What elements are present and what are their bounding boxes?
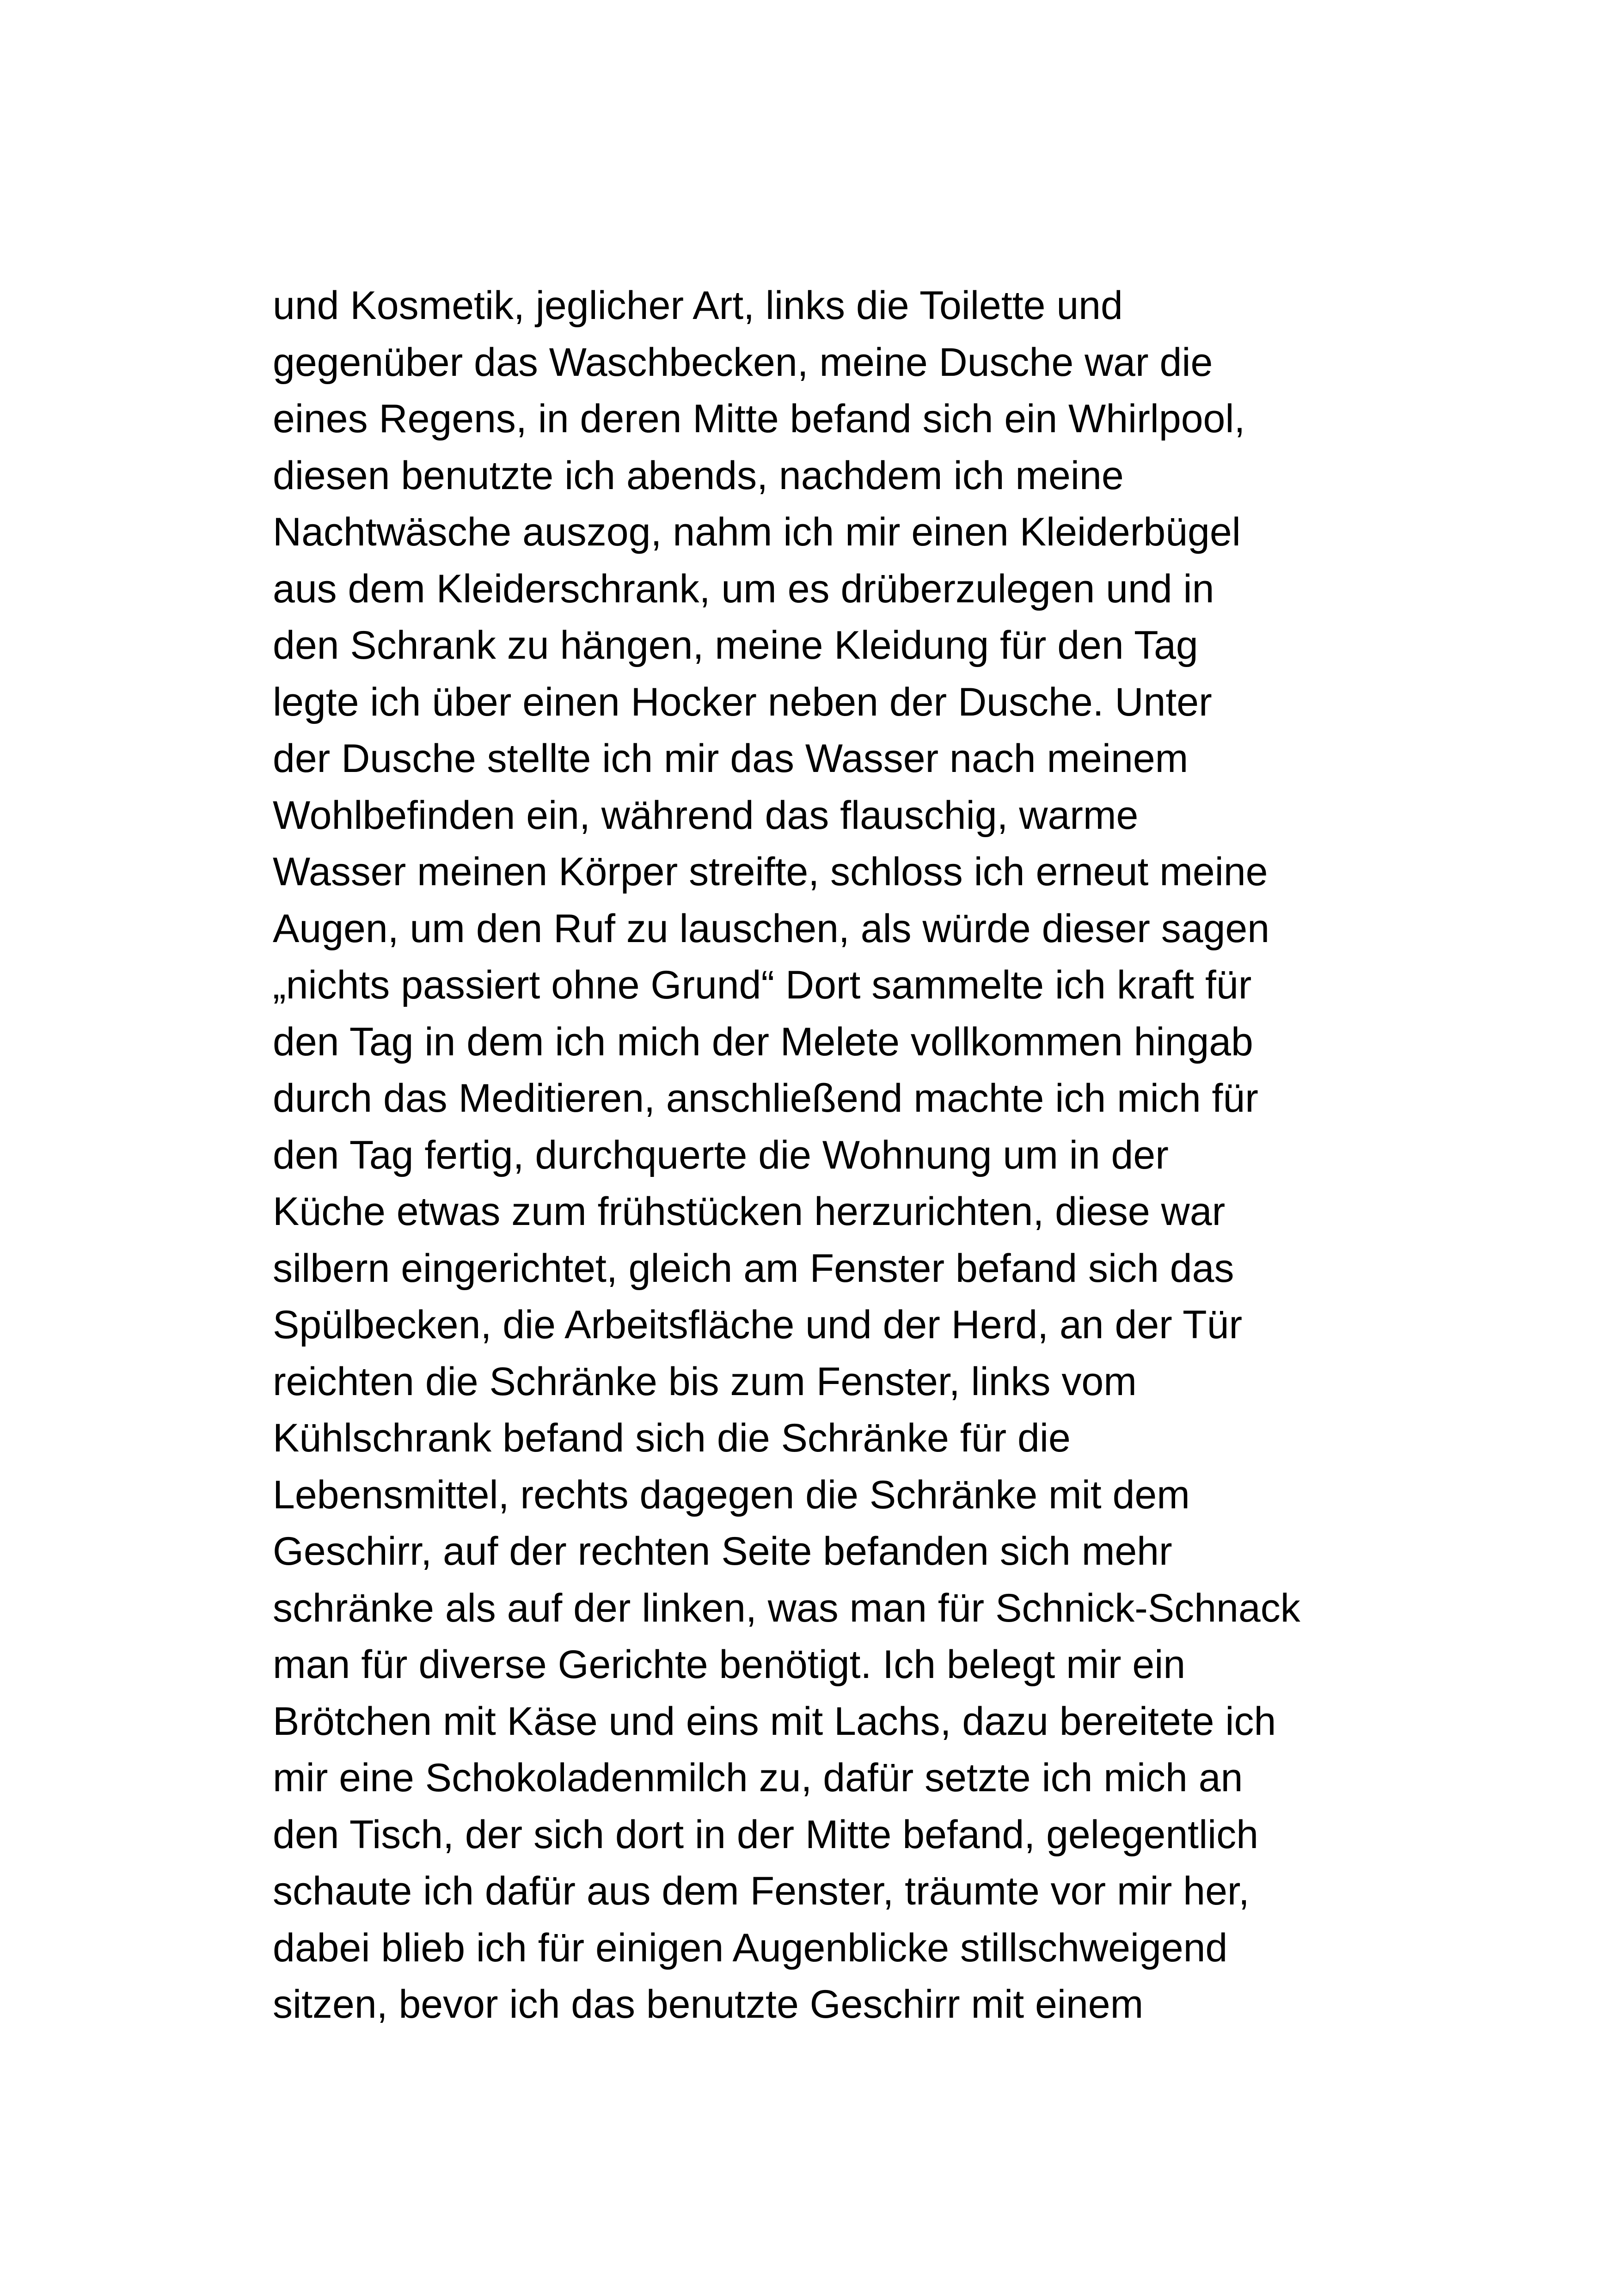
text-line: Spülbecken, die Arbeitsfläche und der Herd, an der Tür [273, 1303, 1243, 1347]
text-line: und Kosmetik, jeglicher Art, links die Toilette und [273, 283, 1123, 328]
text-line: Augen, um den Ruf zu lauschen, als würde dieser sagen [273, 906, 1270, 951]
text-line: der Dusche stellte ich mir das Wasser nach meinem [273, 736, 1189, 781]
text-line: Nachtwäsche auszog, nahm ich mir einen Kleiderbügel [273, 510, 1241, 554]
text-line: legte ich über einen Hocker neben der Dusche. Unter [273, 680, 1212, 724]
text-line: dabei blieb ich für einigen Augenblicke stillschweigend [273, 1925, 1228, 1970]
text-line: durch das Meditieren, anschließend machte ich mich für [273, 1076, 1258, 1120]
text-line: Wasser meinen Körper streifte, schloss ich erneut meine [273, 850, 1268, 894]
text-line: Küche etwas zum frühstücken herzurichten, diese war [273, 1189, 1226, 1234]
text-line: reichten die Schränke bis zum Fenster, links vom [273, 1359, 1137, 1404]
text-line: man für diverse Gerichte benötigt. Ich belegt mir ein [273, 1642, 1186, 1687]
text-line: den Tag in dem ich mich der Melete vollkommen hingab [273, 1019, 1253, 1064]
text-line: den Tag fertig, durchquerte die Wohnung um in der [273, 1133, 1169, 1177]
text-line: Lebensmittel, rechts dagegen die Schränke mit dem [273, 1472, 1190, 1517]
text-line: sitzen, bevor ich das benutzte Geschirr mit einem [273, 1982, 1144, 2027]
text-line: gegenüber das Waschbecken, meine Dusche war die [273, 340, 1213, 385]
text-line: mir eine Schokoladenmilch zu, dafür setzte ich mich an [273, 1756, 1243, 1800]
text-line: Brötchen mit Käse und eins mit Lachs, dazu bereitete ich [273, 1699, 1276, 1744]
body-text [273, 277, 1382, 2033]
text-line: den Tisch, der sich dort in der Mitte befand, gelegentlich [273, 1812, 1259, 1857]
text-line: Wohlbefinden ein, während das flauschig, warme [273, 793, 1139, 838]
text-line: schaute ich dafür aus dem Fenster, träumte vor mir her, [273, 1869, 1250, 1913]
text-line: schränke als auf der linken, was man für Schnick-Schnack [273, 1586, 1300, 1630]
text-line: eines Regens, in deren Mitte befand sich ein Whirlpool, [273, 397, 1245, 441]
text-line: den Schrank zu hängen, meine Kleidung für den Tag [273, 623, 1198, 667]
text-line: silbern eingerichtet, gleich am Fenster befand sich das [273, 1246, 1234, 1291]
text-line: aus dem Kleiderschrank, um es drüberzulegen und in [273, 566, 1214, 611]
text-line: „nichts passiert ohne Grund“ Dort sammelte ich kraft für [273, 963, 1252, 1007]
text-line: diesen benutzte ich abends, nachdem ich meine [273, 453, 1124, 498]
text-line: Kühlschrank befand sich die Schränke für die [273, 1416, 1071, 1460]
text-line: Geschirr, auf der rechten Seite befanden sich mehr [273, 1529, 1172, 1574]
